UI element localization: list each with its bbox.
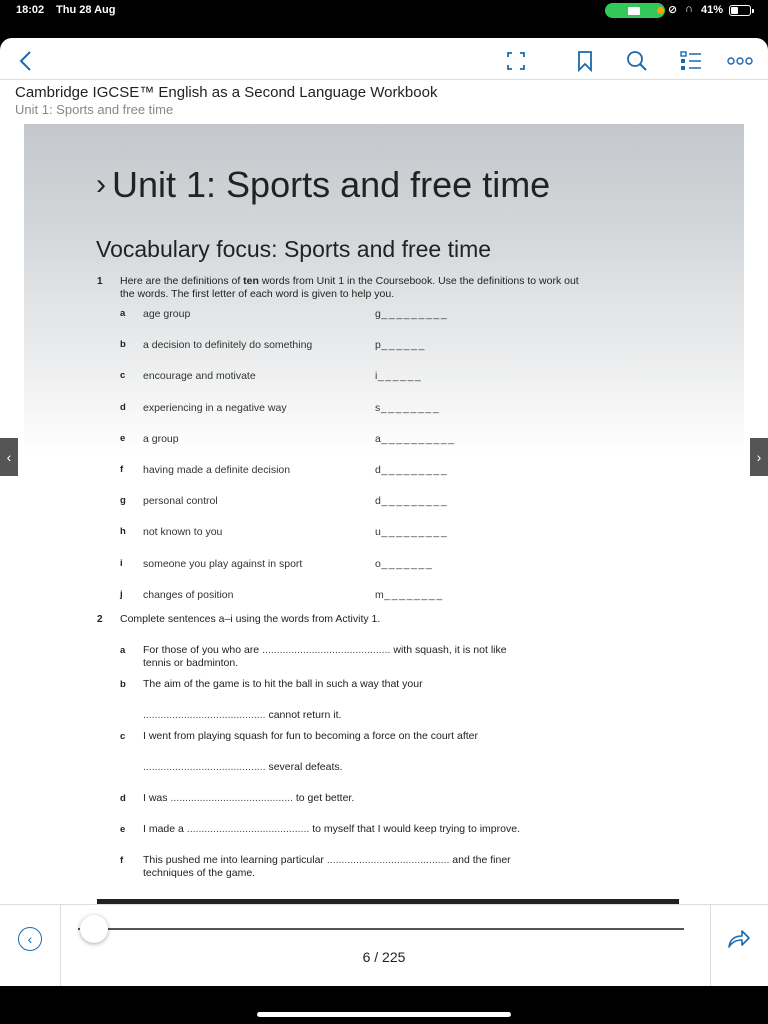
answer-blank[interactable]: ..........................................	[186, 823, 310, 835]
question-2-text: Complete sentences a–i using the words from Activity 1.	[120, 613, 381, 625]
page-slider-track[interactable]	[78, 928, 684, 930]
item-definition: encourage and motivate	[143, 370, 256, 383]
reader-app	[0, 38, 768, 986]
sentence-a-line2: tennis or badminton.	[143, 657, 239, 669]
sentence-letter: e	[120, 824, 126, 835]
answer-blank[interactable]: ..........................................	[143, 761, 266, 773]
sentence-letter: c	[120, 731, 126, 742]
chevron-left-icon: ‹	[6, 449, 12, 465]
item-answer	[375, 526, 448, 538]
question-1-number: 1	[97, 276, 103, 287]
divider	[60, 905, 61, 986]
item-blanks: _________	[381, 526, 449, 539]
q1-text-start: Here are the definitions of	[120, 275, 244, 287]
book-page[interactable]	[24, 124, 744, 904]
item-first-letter: u	[375, 526, 382, 539]
top-toolbar	[0, 38, 768, 80]
sentence-b-line2	[143, 709, 341, 722]
item-answer	[375, 339, 426, 351]
search-icon	[626, 50, 648, 72]
sentence-b: The aim of the game is to hit the ball in such a way that your	[143, 678, 423, 690]
item-letter: b	[120, 339, 126, 351]
battery-percent: 41%	[701, 4, 724, 16]
item-letter: j	[120, 588, 123, 600]
status-bar	[0, 0, 768, 24]
item-definition: someone you play against in sport	[143, 557, 303, 570]
item-blanks: _________	[381, 464, 449, 476]
item-first-letter: a	[375, 432, 382, 445]
contents-button[interactable]	[678, 48, 704, 74]
page-slider-thumb[interactable]	[80, 915, 108, 943]
question-1-text	[120, 275, 590, 301]
item-letter: h	[120, 526, 126, 538]
sentence-letter: b	[120, 679, 126, 690]
item-blanks: _________	[381, 495, 449, 508]
unit-heading-text: Unit 1: Sports and free time	[112, 164, 551, 205]
item-definition: personal control	[143, 495, 218, 508]
item-letter: a	[120, 308, 126, 319]
sentence-e-end: to myself that I would keep trying to improve.	[309, 823, 520, 835]
headphones-icon: ∩	[685, 3, 693, 15]
item-blanks: _______	[381, 557, 434, 570]
item-letter: f	[120, 464, 124, 475]
sentence-a	[143, 644, 507, 670]
item-blanks: _________	[381, 308, 449, 320]
item-definition: changes of position	[143, 588, 234, 601]
item-answer	[375, 558, 433, 570]
page-count: 6 / 225	[362, 949, 406, 965]
chevron-left-icon	[18, 50, 32, 72]
item-letter: d	[120, 401, 126, 413]
item-first-letter: p	[375, 339, 382, 352]
item-answer	[375, 495, 448, 507]
sentence-a-start: For those of you who are	[143, 644, 263, 656]
item-first-letter: d	[375, 464, 382, 476]
item-first-letter: o	[375, 557, 382, 570]
divider	[710, 905, 711, 986]
home-indicator[interactable]	[257, 1012, 511, 1017]
back-button[interactable]	[12, 48, 38, 74]
sentence-letter: a	[120, 645, 126, 656]
answer-blank[interactable]: ..........................................	[326, 854, 450, 866]
item-blanks: __________	[381, 432, 456, 445]
vocab-heading: Vocabulary focus: Sports and free time	[96, 236, 492, 262]
mic-indicator-dot	[657, 7, 664, 14]
sentence-c-line2	[143, 761, 343, 774]
book-header	[15, 84, 437, 117]
item-letter: c	[120, 370, 126, 382]
more-options-button[interactable]	[726, 48, 754, 74]
sentence-d-start: I was	[143, 792, 171, 804]
item-blanks: ________	[380, 401, 441, 414]
item-first-letter: g	[375, 308, 382, 320]
table-of-contents-icon	[679, 50, 703, 72]
previous-page-button[interactable]	[0, 438, 18, 476]
chevron-right-icon: ›	[756, 449, 762, 465]
status-date: Thu 28 Aug	[56, 4, 116, 16]
fullscreen-button[interactable]	[503, 48, 529, 74]
answer-blank[interactable]: ............................................	[262, 644, 391, 656]
sentence-letter: f	[120, 855, 124, 866]
item-definition: a group	[143, 432, 179, 445]
sentence-f	[143, 854, 511, 880]
sentence-e-start: I made a	[143, 823, 187, 835]
book-unit: Unit 1: Sports and free time	[15, 102, 174, 117]
item-first-letter: s	[375, 401, 381, 414]
sentence-f-line2: techniques of the game.	[143, 867, 256, 879]
bookmark-icon	[577, 50, 593, 72]
share-button[interactable]	[727, 929, 751, 949]
q1-text-bold: ten	[243, 275, 259, 287]
item-answer	[375, 589, 444, 601]
item-answer	[375, 370, 422, 382]
sentence-c: I went from playing squash for fun to becoming a force on the court after	[143, 730, 479, 742]
item-letter: g	[120, 495, 126, 507]
sentence-d	[143, 792, 354, 805]
bottom-navigation-bar	[0, 904, 768, 986]
sentence-a-end: with squash, it is not like	[390, 644, 507, 656]
item-answer	[375, 402, 440, 414]
item-definition: having made a definite decision	[143, 464, 291, 476]
sentence-c-end: several defeats.	[265, 761, 343, 773]
item-letter: e	[120, 432, 126, 444]
item-first-letter: m	[375, 588, 385, 601]
bookmark-button[interactable]	[572, 48, 598, 74]
item-answer	[375, 308, 448, 320]
item-first-letter: i	[375, 370, 378, 383]
answer-blank[interactable]: ..........................................	[170, 792, 293, 804]
sentence-f-end: and the finer	[449, 854, 511, 866]
history-back-button[interactable]	[18, 927, 42, 951]
sentence-letter: d	[120, 793, 126, 804]
sentence-b-end: cannot return it.	[265, 709, 342, 721]
status-time: 18:02	[16, 4, 45, 16]
battery-nub	[752, 9, 754, 13]
item-blanks: ________	[384, 588, 444, 601]
unit-heading	[96, 164, 550, 206]
item-definition: a decision to definitely do something	[143, 339, 313, 352]
item-first-letter: d	[375, 495, 382, 508]
battery-fill	[731, 7, 738, 14]
item-letter: i	[120, 557, 123, 569]
share-arrow-icon	[727, 929, 751, 949]
q1-text-end: words from Unit 1 in the Coursebook. Use the definitions to work out the words. The first letter of each word is given to help you.	[120, 275, 579, 300]
answer-blank[interactable]: ..........................................	[143, 709, 266, 721]
item-blanks: ______	[381, 339, 426, 352]
link-icon: ⊘	[668, 4, 678, 16]
camera-in-use-indicator[interactable]	[605, 3, 665, 18]
question-2-number: 2	[97, 614, 103, 625]
next-page-button[interactable]	[750, 438, 768, 476]
item-answer	[375, 464, 448, 476]
book-title: Cambridge IGCSE™ English as a Second Language Workbook	[15, 84, 438, 101]
more-icon	[727, 56, 753, 66]
item-definition: age group	[143, 308, 191, 320]
sentence-e	[143, 823, 520, 836]
item-answer	[375, 433, 456, 445]
battery-icon	[729, 5, 751, 16]
video-camera-icon	[628, 7, 640, 15]
item-definition: experiencing in a negative way	[143, 401, 287, 414]
chevron-left-icon: ‹	[27, 931, 33, 947]
expand-icon	[506, 51, 526, 71]
sentence-f-start: This pushed me into learning particular	[143, 854, 327, 866]
item-definition: not known to you	[143, 526, 223, 539]
search-button[interactable]	[624, 48, 650, 74]
item-blanks: ______	[377, 370, 423, 383]
sentence-d-end: to get better.	[292, 792, 355, 804]
chevron-right-icon: ›	[96, 168, 106, 201]
